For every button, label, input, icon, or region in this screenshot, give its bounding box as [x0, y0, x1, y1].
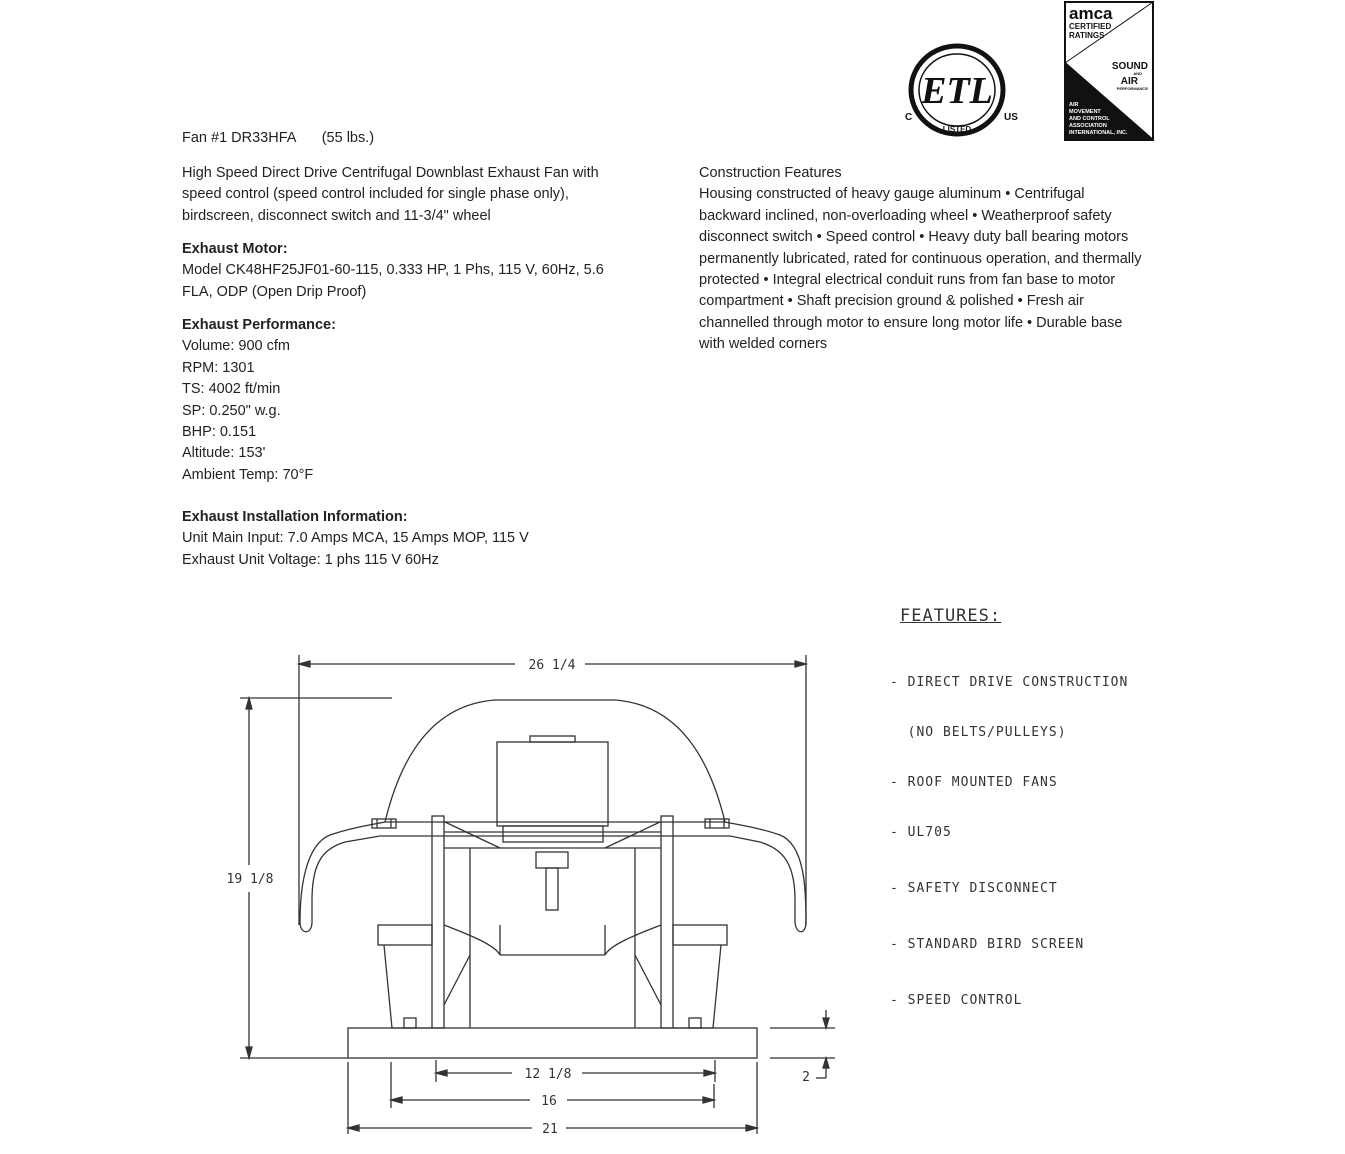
installation-line: Unit Main Input: 7.0 Amps MCA, 15 Amps MOP, 115 V [182, 530, 529, 547]
motor-line: FLA, ODP (Open Drip Proof) [182, 283, 367, 300]
feature-item: - STANDARD BIRD SCREEN [890, 937, 1085, 952]
construction-line: disconnect switch • Speed control • Heavy duty ball bearing motors [699, 229, 1129, 246]
dimension-top-width [299, 655, 806, 925]
construction-line: with welded corners [699, 336, 828, 353]
etl-listed: LISTED [942, 125, 972, 134]
fan-base [348, 1028, 757, 1058]
construction-line: compartment • Shaft precision ground & polished • Fresh air [699, 293, 1084, 310]
motor-line: Model CK48HF25JF01-60-115, 0.333 HP, 1 Phs, 115 V, 60Hz, 5.6 [182, 262, 604, 279]
feature-item: - ROOF MOUNTED FANS [890, 775, 1058, 790]
amca-org-line: AND CONTROL [1069, 116, 1110, 122]
dim-label-21: 21 [542, 1122, 558, 1137]
feature-item: (NO BELTS/PULLEYS) [890, 725, 1067, 740]
features-heading: FEATURES: [900, 606, 1002, 626]
etl-us: US [1004, 112, 1018, 123]
performance-line: SP: 0.250" w.g. [182, 402, 281, 419]
etl-c: C [905, 112, 913, 123]
amca-certified: CERTIFIED [1069, 22, 1112, 31]
construction-line: protected • Integral electrical conduit runs from fan base to motor [699, 272, 1116, 289]
etl-mark: ETL [921, 70, 993, 112]
dimension-height [227, 698, 392, 1058]
performance-line: Volume: 900 cfm [182, 338, 290, 355]
performance-line: BHP: 0.151 [182, 424, 257, 441]
amca-and: AND [1133, 71, 1142, 76]
fan-motor [497, 736, 608, 910]
fan-frame [432, 816, 673, 1028]
feature-item: - UL705 [890, 825, 952, 840]
amca-sound: SOUND [1111, 61, 1148, 72]
motor-heading: Exhaust Motor: [182, 241, 288, 257]
amca-org-line: INTERNATIONAL, INC. [1069, 130, 1128, 136]
construction-line: backward inclined, non-overloading wheel • Weatherproof safety [699, 207, 1112, 224]
construction-line: channelled through motor to ensure long motor life • Durable base [699, 314, 1123, 331]
feature-item: - DIRECT DRIVE CONSTRUCTION [890, 675, 1129, 690]
dim-label-2: 2 [802, 1070, 810, 1085]
fan-model: Fan #1 DR33HFA [182, 130, 296, 146]
performance-line: RPM: 1301 [182, 359, 255, 376]
performance-line: TS: 4002 ft/min [182, 381, 281, 398]
installation-heading: Exhaust Installation Information: [182, 509, 408, 525]
amca-performance: PERFORMANCE [1116, 86, 1148, 91]
performance-line: Ambient Temp: 70°F [182, 466, 314, 483]
description-line: speed control (speed control included for single phase only), [182, 186, 569, 203]
hood-bolt-right [705, 819, 729, 828]
construction-heading: Construction Features [699, 165, 842, 181]
feature-item: - SAFETY DISCONNECT [890, 881, 1058, 896]
performance-heading: Exhaust Performance: [182, 317, 336, 333]
feature-item: - SPEED CONTROL [890, 993, 1023, 1008]
construction-line: Housing constructed of heavy gauge aluminum • Centrifugal [699, 186, 1085, 203]
amca-brand: amca [1069, 4, 1113, 23]
fan-curb [378, 925, 727, 1028]
amca-org-line: AIR [1069, 102, 1079, 108]
dim-label-16: 16 [541, 1094, 557, 1109]
amca-org-line: MOVEMENT [1069, 109, 1101, 115]
construction-line: permanently lubricated, rated for continuous operation, and thermally [699, 250, 1142, 267]
amca-air: AIR [1120, 76, 1138, 87]
installation-line: Exhaust Unit Voltage: 1 phs 115 V 60Hz [182, 551, 439, 568]
dim-label-26-1-4: 26 1/4 [528, 658, 576, 673]
fan-weight: (55 lbs.) [321, 130, 375, 146]
amca-ratings: RATINGS [1069, 31, 1105, 40]
dimension-inner-width [436, 1060, 715, 1082]
amca-org-line: ASSOCIATION [1069, 123, 1107, 129]
dimension-base-height [770, 1010, 835, 1085]
description-line: birdscreen, disconnect switch and 11-3/4" wheel [182, 207, 491, 224]
performance-line: Altitude: 153' [182, 445, 266, 462]
fan-hood [300, 700, 806, 932]
description-line: High Speed Direct Drive Centrifugal Downblast Exhaust Fan with [182, 165, 599, 181]
dim-label-12-1-8: 12 1/8 [524, 1067, 572, 1082]
dim-label-19-1-8: 19 1/8 [226, 872, 274, 887]
fan-wheel [444, 925, 661, 1028]
